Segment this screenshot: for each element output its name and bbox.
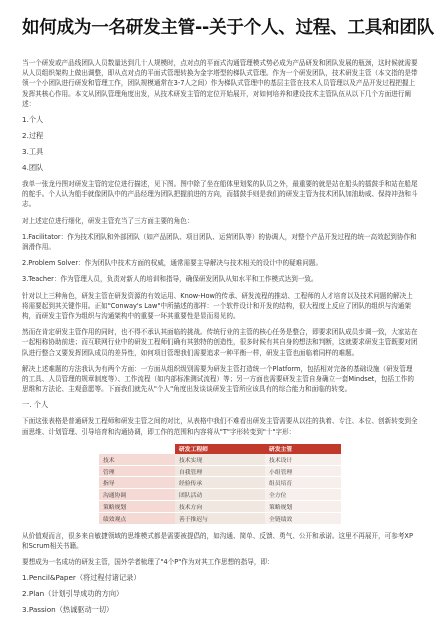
table-cell: 全方位 bbox=[265, 489, 341, 501]
roles-intro-paragraph: 对上述定位进行细化，研发主管充当了三方面主要的角色： bbox=[22, 216, 194, 225]
table-cell: 策略规划 bbox=[265, 501, 341, 513]
intro-paragraph: 当一个研发或产品线团队人员数量达到几十人规模时，点对点的平面式沟通管理模式势必成为产品研发和团队发展的瓶颈，这时候就需要从人员组织架构上做出调整，即从点对点的平面式管理转换为金字塔型的梯队式管理。作为一个研发团队，技术研发主管（本文指的是带领一个小团队进行研发和管理工作，团队规模通常在3-7人之间）作为梯队式管理中的基层主管在技术人员管理以及产品开发过程把握上发挥其核心作用。本文从团队管理角度出发，从技术研发主管的定位开始展开，对如何培养和建设技术主管队伍从以下几个方面进行阐述： bbox=[22, 59, 418, 108]
table-cell: 善于推迟与 bbox=[175, 512, 265, 524]
table-row bbox=[99, 501, 341, 513]
table-row bbox=[99, 477, 341, 489]
table-cell: 自我管理 bbox=[175, 465, 265, 477]
quality-item-passion: 3.Passion（热诚驱动一切） bbox=[22, 605, 114, 615]
table-cell: 沟通协调 bbox=[99, 489, 175, 501]
table-header-cell: 研发工程师 bbox=[175, 444, 265, 454]
positioning-paragraph: 我单一张龙丹图对研发主管的定位进行描述，见下图。图中除了坐在船体里划桨的队员之外，最重要的就是站在船头的擂鼓手和站在船尾的舵手。个人认为船手就像团队中的产品经理为团队把握前进的方向，而擂鼓手则是我们的研发主管为技术团队加油助威、保持冲劲和斗志。 bbox=[22, 180, 418, 209]
table-cell: 组员培育 bbox=[265, 477, 341, 489]
table-cell: 技术方向 bbox=[175, 501, 265, 513]
section-heading-individual: 一. 个人 bbox=[22, 400, 49, 410]
challenge-paragraph: 然而在肯定研发主管作用的同时，也不得不承认其面临的挑战。传统行业的主管的核心任务是整合，即要求团队成员步调一致，大家站在一起相称协助前进；而互联网行业中的研发工程师们确有其独特的创造性，很多时候有其自身的想法和判断，这就要求研发主管既要对团队进行整合又要发挥团队成员的差异性，如何项目管理我们需要追求一种平衡一样，研发主管也面临着同样的难题。 bbox=[22, 328, 418, 357]
quality-item-pencil-paper: 1.Pencil&Paper（将过程付诸记录） bbox=[22, 573, 141, 583]
aspect-item-team: 4.团队 bbox=[22, 163, 44, 173]
table-cell: 团队活动 bbox=[175, 489, 265, 501]
quality-item-plan: 2.Plan（计划引导成功的方向） bbox=[22, 589, 124, 599]
comparison-table-wrapper bbox=[99, 444, 341, 525]
method-paragraph: 解决上述难题的方法我认为有两个方面：一方面从组织级别需要为研发主管打造统一个Platform，包括相对完备的基础设施（研发管理的工具、人员管理的规章制度等）、工作流程（如内部标准测试流程）等；另一方面也需要研发主管自身确立一套Mindset，包括工作的思维和方法论、主观意愿等。下面我们就先从"个人"角度出发谈谈研发主管所应该具有的综合能力和面临的转变。 bbox=[22, 364, 414, 394]
aspect-item-individual: 1.个人 bbox=[22, 115, 44, 125]
role-facilitator: 1.Facilitator：作为技术团队和外部团队（如产品团队、项目团队、运营团队等）的协调人，对整个产品开发过程的统一高效起到协作和润滑作用。 bbox=[22, 232, 417, 252]
page-title: 如何成为一名研发主管--关于个人、过程、工具和团队 bbox=[22, 18, 435, 38]
conway-paragraph: 针对以上三种角色，研发主管在研发资源的有效运用、Know-How的传承、研发流程的推动、工程师的人才培育以及技术问题的解决上将需要起到其关键作用。正如"Conway's Law"中所描述的那样：一个软件设计和开发的结构，很大程度上反应了团队的组织与沟通架构，而研发主管作为组织与沟通架构中的重要一环其重要性是显而易见的。 bbox=[22, 291, 413, 321]
table-intro-paragraph: 下面这张表格是普通研发工程师和研发主管之间的对比，从表格中我们不难看出研发主管需要从以往的执着、专注、本位、创新转变到全面思维、计划管理、引导培育和沟通协调，即工作的范围和内容将从"T"字形转变到"十"字形： bbox=[22, 417, 418, 436]
table-cell: 绩效观点 bbox=[99, 512, 175, 524]
table-cell: 经验传承 bbox=[175, 477, 265, 489]
table-cell: 策略规划 bbox=[99, 501, 175, 513]
comparison-table bbox=[99, 444, 341, 525]
table-cell: 技术设计 bbox=[265, 454, 341, 465]
table-cell: 管理 bbox=[99, 465, 175, 477]
table-row bbox=[99, 512, 341, 524]
table-row bbox=[99, 465, 341, 477]
table-cell: 全链绩效 bbox=[265, 512, 341, 524]
table-cell: 技术实现 bbox=[175, 454, 265, 465]
table-header-cell bbox=[99, 444, 175, 454]
role-problem-solver: 2.Problem Solver：作为团队中技术方面的权威，通常需要主导解决与技术相关的设计中的疑难问题。 bbox=[22, 259, 323, 268]
table-cell: 小组管理 bbox=[265, 465, 341, 477]
table-row bbox=[99, 489, 341, 501]
aspect-item-tools: 3.工具 bbox=[22, 147, 44, 157]
qualities-intro-paragraph: 要想成为一名成功的研发主管，国外学者梳理了"4个P"作为对其工作思想的指导，即： bbox=[22, 558, 274, 567]
role-teacher: 3.Teacher：作为管理人员，负责对新人的培训和指导，确保研发团队从知水平和工作模式达到一致。 bbox=[22, 275, 318, 284]
values-paragraph: 从价值观而言，很多来自敏捷领域的思维模式都是需要被提倡的，如沟通、简单、反馈、勇气、公开和承诺。这里不再展开，可参考XP和Scrum相关书籍。 bbox=[22, 531, 413, 550]
aspect-item-process: 2.过程 bbox=[22, 131, 44, 141]
table-header-row bbox=[99, 444, 341, 454]
table-cell: 指导 bbox=[99, 477, 175, 489]
table-cell: 技术 bbox=[99, 454, 175, 465]
table-row bbox=[99, 454, 341, 465]
table-header-cell: 研发主管 bbox=[265, 444, 341, 454]
